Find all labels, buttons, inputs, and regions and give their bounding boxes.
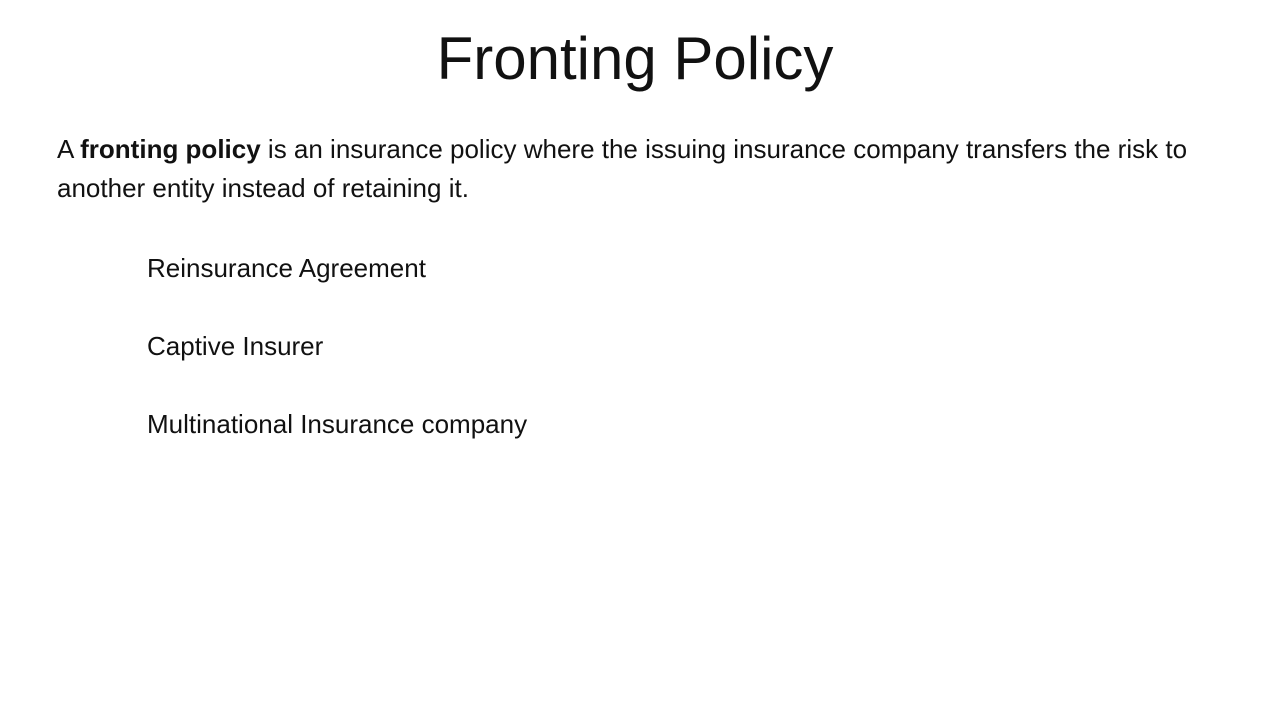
definition-body: is an insurance policy where the issuing insurance company transfers the risk to another entity instead of retaining it. xyxy=(57,134,1188,203)
definition-term: fronting policy xyxy=(80,134,261,164)
list-item-captive-insurer: Captive Insurer xyxy=(147,331,324,361)
definition-lead: A xyxy=(57,134,81,164)
related-terms-list xyxy=(147,249,527,483)
definition-paragraph xyxy=(57,130,1232,208)
list-item-reinsurance-agreement: Reinsurance Agreement xyxy=(147,253,426,283)
slide-title: Fronting Policy xyxy=(436,25,834,92)
list-item-multinational-insurance-company: Multinational Insurance company xyxy=(147,409,528,439)
